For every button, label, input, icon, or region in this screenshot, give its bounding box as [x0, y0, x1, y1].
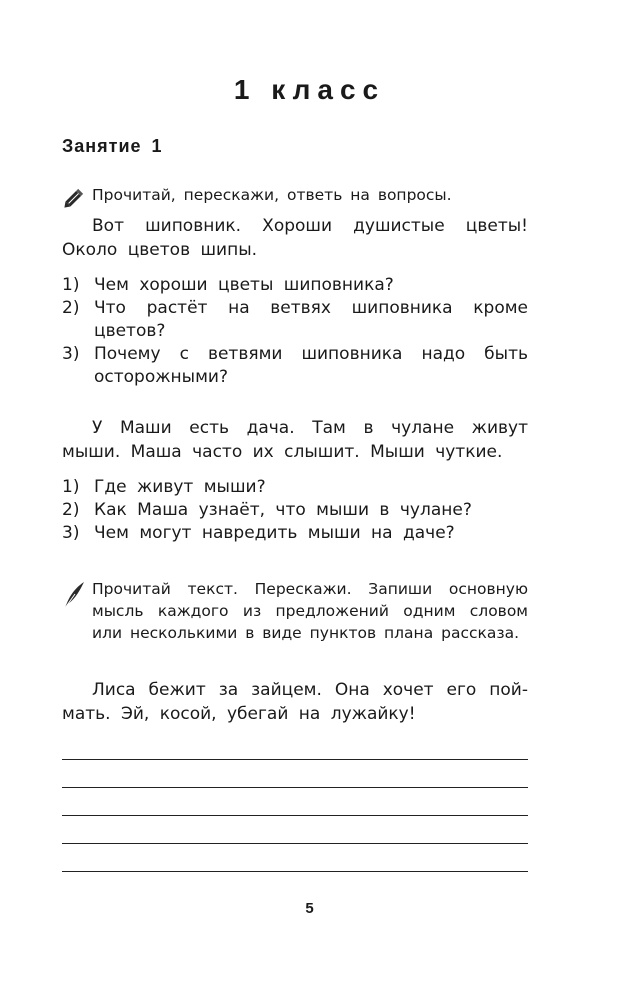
quill-pen-icon — [62, 580, 86, 614]
question-item — [62, 297, 528, 343]
question-item — [62, 343, 528, 389]
question-number: 1) — [62, 477, 80, 497]
question-text: Где живут мыши? — [94, 477, 266, 497]
answer-line — [62, 871, 528, 872]
answer-line — [62, 759, 528, 760]
question-text: Как Маша узнаёт, что мыши в чулане? — [94, 500, 472, 520]
task2-questions — [62, 476, 528, 545]
question-number: 2) — [62, 500, 80, 520]
task3-text: Лиса бежит за зайцем. Она хочет его поймать. Эй, косой, убегай на лужайку! — [62, 680, 528, 724]
answer-line — [62, 843, 528, 844]
question-text: Чем могут навредить мыши на даче? — [94, 523, 455, 543]
question-text: Чем хороши цветы шиповника? — [94, 275, 394, 295]
question-item — [62, 476, 528, 499]
task1-instruction: Прочитай, перескажи, ответь на вопросы. — [92, 186, 452, 204]
question-number: 2) — [62, 298, 80, 318]
task1-text: Вот шиповник. Хороши душистые цветы! Около цветов шипы. — [62, 216, 528, 260]
answer-line — [62, 815, 528, 816]
task3-instruction: Прочитай текст. Перескажи. Запиши основную мысль каждого из предложений одним словом или несколькими в виде пунктов плана рассказа. — [92, 580, 528, 642]
page-number: 5 — [305, 900, 314, 917]
question-text: Что растёт на ветвях шиповника кроме цветов? — [94, 298, 528, 341]
pencil-icon — [62, 184, 88, 214]
question-item — [62, 274, 528, 297]
task1-questions — [62, 274, 528, 389]
question-item — [62, 499, 528, 522]
task2-text: У Маши есть дача. Там в чулане живут мыши. Маша часто их слышит. Мыши чуткие. — [62, 418, 528, 462]
question-item — [62, 522, 528, 545]
lesson-title: Занятие 1 — [62, 136, 163, 156]
question-number: 3) — [62, 523, 80, 543]
grade-title: 1 класс — [233, 74, 386, 105]
question-number: 3) — [62, 344, 80, 364]
question-text: Почему с ветвями шиповника надо быть осторожными? — [94, 344, 528, 387]
question-number: 1) — [62, 275, 80, 295]
answer-line — [62, 787, 528, 788]
